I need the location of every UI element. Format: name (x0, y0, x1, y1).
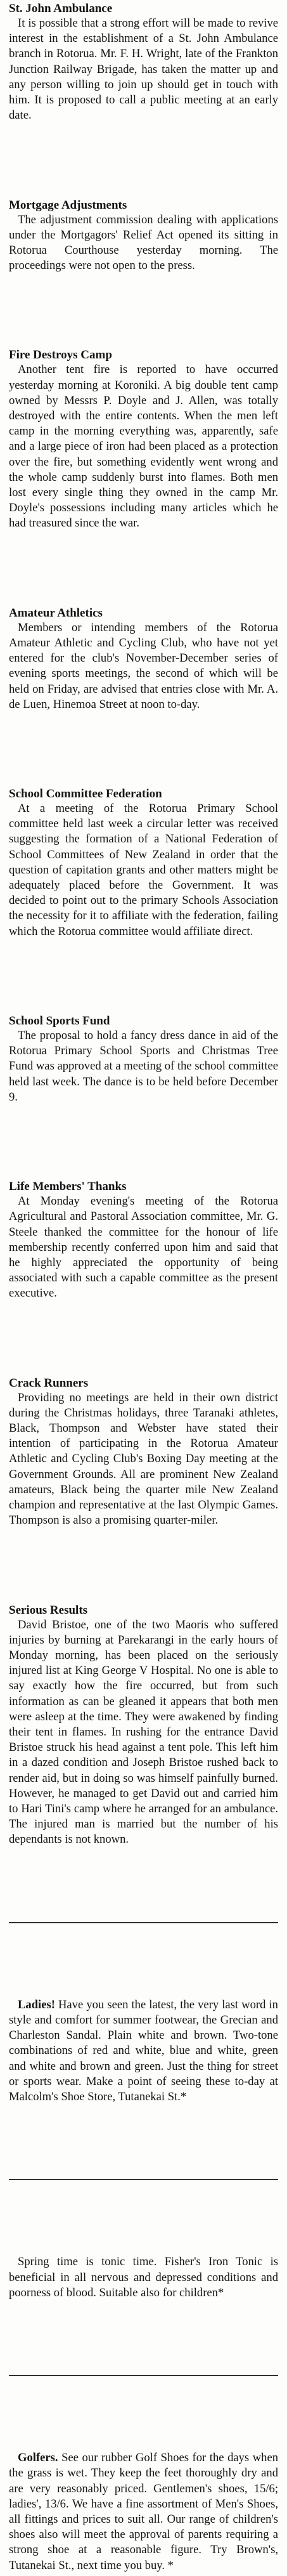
ad-ladies-sandals (9, 1997, 278, 2105)
article-headline: Amateur Athletics (9, 606, 103, 620)
article-amateur-athletics (9, 606, 278, 712)
article-body: It is possible that a strong effort will be made to revive interest in the establishment of a St. John Ambulance branch in Rotorua. Mr. F. H. Wright, late of the Frankton Junction Railway Brigade, has taken the matter up and any person willing to join up should get in touch with him. It is proposed to call a public meeting at an early date. (9, 16, 278, 122)
ad-body: Spring time is tonic time. Fisher's Iron Tonic is beneficial in all nervous and depressed conditions and poorness of blood. Suitable also for children* (9, 2255, 278, 2299)
article-headline: St. John Ambulance (9, 2, 113, 15)
article-school-committee-federation (9, 787, 278, 939)
article-school-sports-fund (9, 1014, 278, 1105)
article-body: Another tent fire is reported to have occurred yesterday morning at Koroniki. A big double tent camp owned by Messrs P. Doyle and J. Allen, was totally destroyed with the entire contents. When the men left camp in the morning everything was, apparently, safe and a large piece of iron had been placed as a protection over the fire, but something evidently went wrong and the whole camp suddenly burst into flames. Both men lost every single thing they owned in the camp Mr. Doyle's possessions including many articles which he had treasured since the war. (9, 363, 278, 530)
ad-golfers-shoes (9, 2450, 278, 2573)
ad-lead: Ladies! (18, 1997, 55, 2011)
column-rule (9, 2375, 278, 2376)
article-headline: School Sports Fund (9, 1014, 110, 1028)
article-life-members-thanks (9, 1179, 278, 1301)
ad-body: Have you seen the latest, the very last word in style and comfort for summer footwear, the Grecian and Charleston Sandal. Plain white and brown. Two-tone combinations of red and white, blue and white, green and white and brown and green. Just the thing for street or sports wear. Make a point of seeing these to-day at Malcolm's Shoe Store, Tutanekai St.* (9, 1997, 278, 2103)
article-fire-destroys-camp (9, 348, 278, 531)
article-body: The adjustment commission dealing with applications under the Mortgagors' Relief Act opened its sitting in Rotorua Courthouse yesterday morning. The proceedings were not open to the press. (9, 212, 278, 273)
article-headline: Life Members' Thanks (9, 1180, 127, 1194)
ad-lead: Golfers. (18, 2451, 58, 2465)
ad-text (9, 1997, 278, 2105)
article-mortgage-adjustments (9, 198, 278, 274)
article-st-john-ambulance (9, 1, 278, 123)
article-headline: Serious Results (9, 1603, 88, 1617)
article-headline: Crack Runners (9, 1376, 89, 1390)
ad-iron-tonic (9, 2254, 278, 2301)
article-crack-runners (9, 1376, 278, 1529)
article-headline: Mortgage Adjustments (9, 198, 127, 212)
newspaper-column (9, 1, 278, 2573)
article-body: Members or intending members of the Rotorua Amateur Athletic and Cycling Club, who have not yet entered for the club's November-December series of evening sports meetings, the second of which will be held on Friday, are advised that entries close with Mr. A. de Luen, Hinemoa Street at noon to-day. (9, 620, 278, 711)
article-body: David Bristoe, one of the two Maoris who suffered injuries by burning at Parekarangi in the early hours of Monday morning, has been placed on the seriously injured list at King George V Hospital. No one is able to say exactly how the fire occurred, but from such information as can be gleaned it appears that both men were asleep at the time. They were awakened by finding their tent in flames. In rushing for the entrance David Bristoe struck his head against a tent pole. This left him in a dazed condition and Joseph Bristoe rushed back to render aid, but in doing so was himself painfully burned. However, he managed to get David out and carried him to Hari Tini's camp where he arranged for an ambulance. The injured man is married but the number of his dependants is not known. (9, 1618, 278, 1847)
article-body: The proposal to hold a fancy dress dance in aid of the Rotorua Primary School Sports and Christmas Tree Fund was approved at a meeting of the school committee held last week. The dance is to be held before December 9. (9, 1028, 278, 1104)
article-body: At Monday evening's meeting of the Rotorua Agricultural and Pastoral Association committee, Mr. G. Steele thanked the committee for the honour of life membership recently conferred upon him and said that he highly appreciated the opportunity of being associated with such a capable committee as the present executive. (9, 1194, 278, 1300)
ad-text (9, 2254, 278, 2301)
article-headline: Fire Destroys Camp (9, 348, 112, 362)
article-serious-results (9, 1603, 278, 1848)
article-headline: School Committee Federation (9, 787, 162, 801)
article-body: Providing no meetings are held in their own district during the Christmas holidays, three Taranaki athletes, Black, Thompson and Webster have stated their intention of participating in the Rotorua Amateur Athletic and Cycling Club's Boxing Day meeting at the Government Grounds. All are prominent New Zealand amateurs, Black being the quarter mile New Zealand champion and representative at the last Olympic Games. Thompson is also a promising quarter-miler. (9, 1390, 278, 1527)
column-rule (9, 1922, 278, 1923)
ad-text (9, 2450, 278, 2573)
ad-body: See our rubber Golf Shoes for the days when the grass is wet. They keep the feet thoroughly dry and are very reasonably priced. Gentlemen's shoes, 15/6; ladies', 13/6. We have a fine assortment of Men's Shoes, all fittings and prices to suit all. Our range of children's shoes also will meet the approval of parents requiring a strong shoe at a reasonable figure. Try Brown's, Tutanekai St., next time you buy. * (9, 2451, 278, 2572)
article-body: At a meeting of the Rotorua Primary School committee held last week a circular letter was received suggesting the formation of a National Federation of School Committees of New Zealand in order that the question of capitation grants and other matters might be adequately placed before the Government. It was decided to point out to the primary Schools Association the necessity for it to affiliate with the federation, failing which the Rotorua committee would affiliate direct. (9, 802, 278, 938)
column-rule (9, 2179, 278, 2180)
